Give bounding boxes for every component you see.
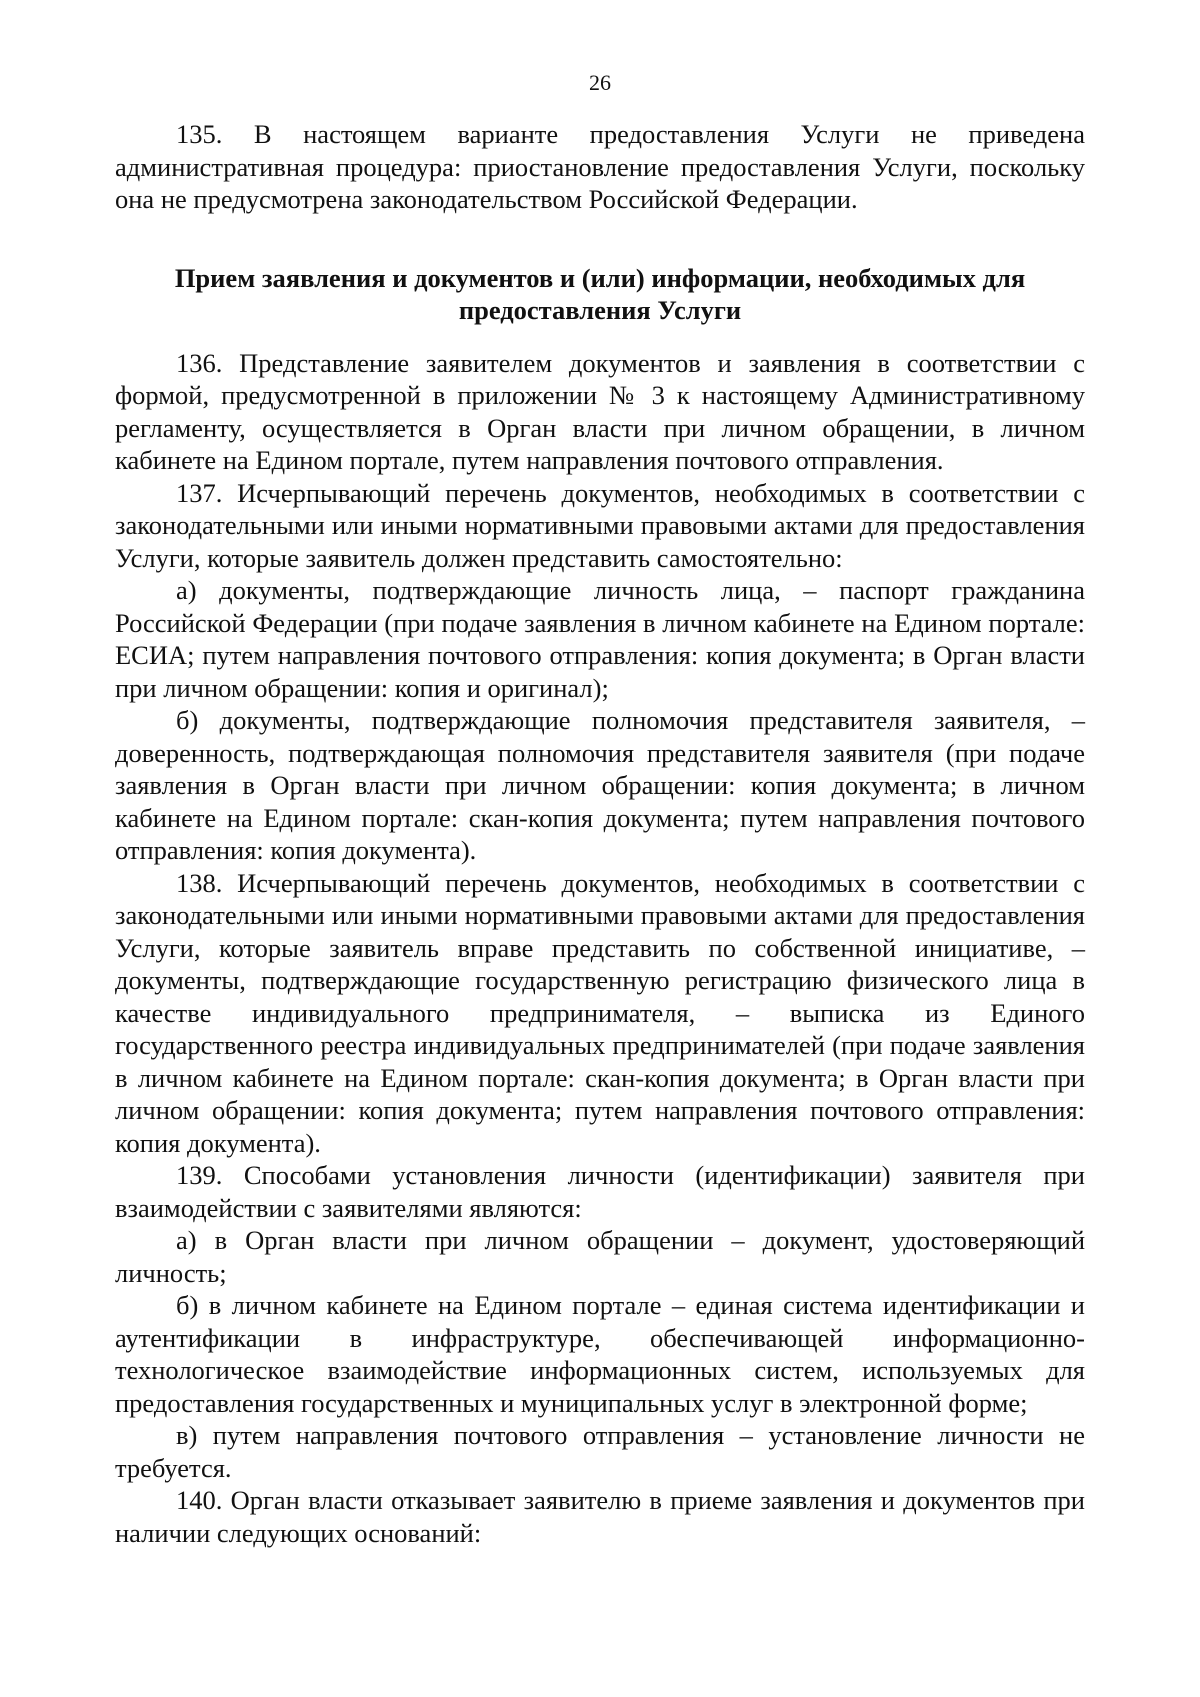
document-body bbox=[115, 118, 1085, 1549]
section-heading bbox=[115, 262, 1085, 327]
paragraph-139-b: б) в личном кабинете на Едином портале – единая система идентификации и аутентификации в инфраструктуре, обеспечивающей информационно-технологическое взаимодействие информационных систем, используемых для предоставления государственных и муниципальных услуг в электронной форме; bbox=[115, 1290, 1085, 1418]
paragraph-137-b: б) документы, подтверждающие полномочия представителя заявителя, – доверенность, подтверждающая полномочия представителя заявителя (при подаче заявления в Орган власти при личном обращении: копия документа; в личном кабинете на Едином портале: скан-копия документа; путем направления почтового отправления: копия документа). bbox=[115, 705, 1085, 865]
paragraph-138: 138. Исчерпывающий перечень документов, необходимых в соответствии с законодательными или иными нормативными правовыми актами для предоставления Услуги, которые заявитель вправе представить по собственной инициативе, – документы, подтверждающие государственную регистрацию физического лица в качестве индивидуального предпринимателя, – выписка из Единого государственного реестра индивидуальных предпринимателей (при подаче заявления в личном кабинете на Едином портале: скан-копия документа; в Орган власти при личном обращении: копия документа; путем направления почтового отправления: копия документа). bbox=[115, 867, 1085, 1158]
paragraph-139-v: в) путем направления почтового отправления – установление личности не требуется. bbox=[115, 1420, 1085, 1483]
paragraph-136: 136. Представление заявителем документов и заявления в соответствии с формой, предусмотренной в приложении № 3 к настоящему Административному регламенту, осуществляется в Орган власти при личном обращении, в личном кабинете на Едином портале, путем направления почтового отправления. bbox=[115, 347, 1085, 475]
section-heading-line-2: предоставления Услуги bbox=[458, 295, 742, 325]
section-heading-line-1: Прием заявления и документов и (или) информации, необходимых для bbox=[174, 262, 1026, 293]
paragraph-135: 135. В настоящем варианте предоставления Услуги не приведена административная процедура: приостановление предоставления Услуги, поскольку она не предусмотрена законодательством Российской Федерации. bbox=[115, 119, 1085, 214]
paragraph-139: 139. Способами установления личности (идентификации) заявителя при взаимодействии с заявителями являются: bbox=[115, 1160, 1085, 1223]
paragraph-139-a: а) в Орган власти при личном обращении – документ, удостоверяющий личность; bbox=[115, 1225, 1085, 1288]
page-number: 26 bbox=[589, 70, 611, 95]
paragraph-140: 140. Орган власти отказывает заявителю в приеме заявления и документов при наличии следующих оснований: bbox=[115, 1485, 1085, 1548]
paragraph-137: 137. Исчерпывающий перечень документов, необходимых в соответствии с законодательными или иными нормативными правовыми актами для предоставления Услуги, которые заявитель должен представить самостоятельно: bbox=[115, 477, 1085, 573]
paragraph-137-a: а) документы, подтверждающие личность лица, – паспорт гражданина Российской Федерации (при подаче заявления в личном кабинете на Едином портале: ЕСИА; путем направления почтового отправления: копия документа; в Орган власти при личном обращении: копия и оригинал); bbox=[115, 575, 1085, 703]
